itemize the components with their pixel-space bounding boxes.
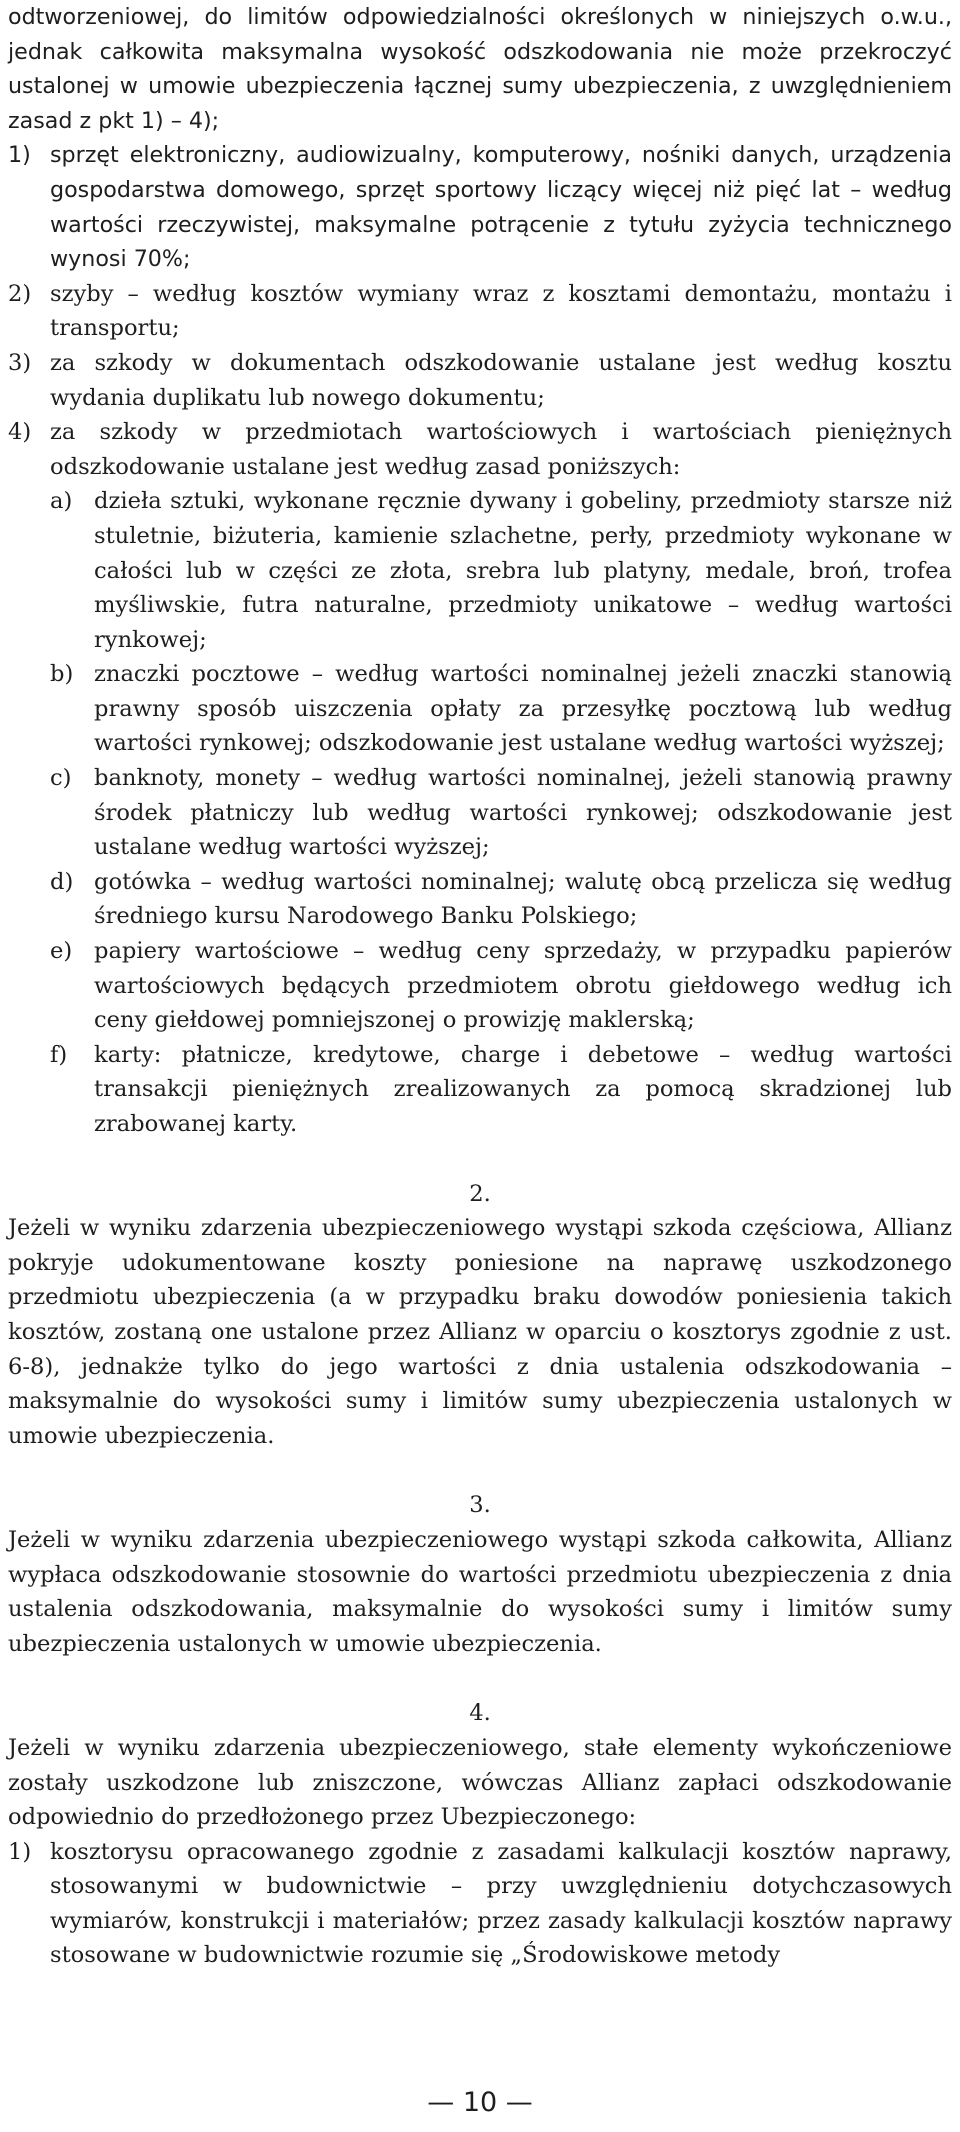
sub-list-item-letter: e) — [50, 938, 73, 965]
list-item-text: za szkody w przedmiotach wartościowych i wartościach pieniężnych odszkodowanie ustalane jest według zasad poniższych: — [50, 419, 952, 480]
list-item — [8, 277, 952, 346]
sub-list-item-text: banknoty, monety – według wartości nominalnej, jeżeli stanowią prawny środek płatniczy lub według wartości rynkowej; odszkodowanie jest ustalane według wartości wyższej; — [94, 765, 952, 861]
sub-list-item — [8, 934, 952, 1038]
list-item-number: 1) — [8, 1838, 32, 1865]
sub-list-item-text: papiery wartościowe – według ceny sprzedaży, w przypadku papierów wartościowych będących przedmiotem obrotu giełdowego według ich ceny giełdowej pomniejszonej o prowizję maklerską; — [94, 938, 952, 1034]
page-number: — 10 — — [427, 2087, 533, 2118]
section-paragraph: Jeżeli w wyniku zdarzenia ubezpieczeniowego wystąpi szkoda częściowa, Allianz pokryje udokumentowane koszty poniesione na naprawę uszkodzonego przedmiotu ubezpieczenia (a w przypadku braku dowodów poniesienia takich kosztów, zostaną one ustalone przez Allianz w oparciu o kosztorys zgodnie z ust. 6-8), jednakże tylko do jego wartości z dnia ustalenia odszkodowania – maksymalnie do wysokości sumy i limitów sumy ubezpieczenia ustalonych w umowie ubezpieczenia. — [8, 1215, 952, 1449]
sub-list-item — [8, 484, 952, 657]
list-item — [8, 415, 952, 484]
list-item-number: 3) — [8, 349, 32, 376]
section-number: 2. — [469, 1180, 491, 1207]
document-page — [8, 0, 952, 1973]
list-item-text: za szkody w dokumentach odszkodowanie ustalane jest według kosztu wydania duplikatu lub nowego dokumentu; — [50, 349, 952, 411]
sub-list-item-text: karty: płatnicze, kredytowe, charge i debetowe – według wartości transakcji pieniężnych zrealizowanych za pomocą skradzionej lub zrabowanej karty. — [94, 1041, 952, 1137]
list-item-number: 2) — [8, 280, 32, 307]
section-number: 3. — [469, 1492, 491, 1519]
section-paragraph: Jeżeli w wyniku zdarzenia ubezpieczeniowego, stałe elementy wykończeniowe zostały uszkodzone lub zniszczone, wówczas Allianz zapłaci odszkodowanie odpowiednio do przedłożonego przez Ubezpieczonego: — [8, 1734, 952, 1831]
list-item — [8, 1835, 952, 1973]
sub-list-item — [8, 865, 952, 934]
sub-list-item-letter: c) — [50, 765, 72, 792]
list-item-text: szyby – według kosztów wymiany wraz z kosztami demontażu, montażu i transportu; — [50, 280, 952, 342]
sub-list-item — [8, 657, 952, 761]
section-number: 4. — [469, 1700, 491, 1727]
list-item — [8, 346, 952, 415]
sub-list-item-text: gotówka – według wartości nominalnej; walutę obcą przelicza się według średniego kursu Narodowego Banku Polskiego; — [94, 868, 952, 930]
sub-list-item-letter: f) — [50, 1041, 68, 1068]
list-item — [8, 138, 952, 276]
sub-list-item-text: znaczki pocztowe – według wartości nominalnej jeżeli znaczki stanowią prawny sposób uiszczenia opłaty za przesyłkę pocztową lub według wartości rynkowej; odszkodowanie jest ustalane według wartości wyższej; — [94, 661, 952, 757]
sub-list-item-letter: a) — [50, 488, 73, 515]
sub-list-item — [8, 761, 952, 865]
sub-list-item — [8, 1038, 952, 1142]
sub-list-item-letter: d) — [50, 868, 74, 895]
list-item-text: kosztorysu opracowanego zgodnie z zasadami kalkulacji kosztów naprawy, stosowanymi w budownictwie – przy uwzględnieniu dotychczasowych wymiarów, konstrukcji i materiałów; przez zasady kalkulacji kosztów naprawy stosowane w budownictwie rozumie się „Środowiskowe metody — [50, 1838, 952, 1969]
sub-list-item-letter: b) — [50, 661, 74, 688]
section-paragraph: Jeżeli w wyniku zdarzenia ubezpieczeniowego wystąpi szkoda całkowita, Allianz wypłaca odszkodowanie stosownie do wartości przedmiotu ubezpieczenia z dnia ustalenia odszkodowania, maksymalnie do wysokości sumy i limitów sumy ubezpieczenia ustalonych w umowie ubezpieczenia. — [8, 1526, 952, 1657]
sub-list-item-text: dzieła sztuki, wykonane ręcznie dywany i gobeliny, przedmioty starsze niż stuletnie, biżuteria, kamienie szlachetne, perły, przedmioty wykonane w całości lub w części ze złota, srebra lub platyny, medale, broń, trofea myśliwskie, futra naturalne, przedmioty unikatowe – według wartości rynkowej; — [94, 488, 952, 653]
list-item-number: 1) — [8, 142, 31, 169]
list-item-text: sprzęt elektroniczny, audiowizualny, komputerowy, nośniki danych, urządzenia gospodarstwa domowego, sprzęt sportowy liczący więcej niż pięć lat – według wartości rzeczywistej, maksymalne potrącenie z tytułu zyżycia technicznego wynosi 70%; — [50, 142, 952, 273]
intro-paragraph: odtworzeniowej, do limitów odpowiedzialności określonych w niniejszych o.w.u., jednak całkowita maksymalna wysokość odszkodowania nie może przekroczyć ustalonej w umowie ubezpieczenia łącznej sumy ubezpieczenia, z uwzględnieniem zasad z pkt 1) – 4); — [8, 4, 952, 134]
list-item-number: 4) — [8, 419, 32, 446]
